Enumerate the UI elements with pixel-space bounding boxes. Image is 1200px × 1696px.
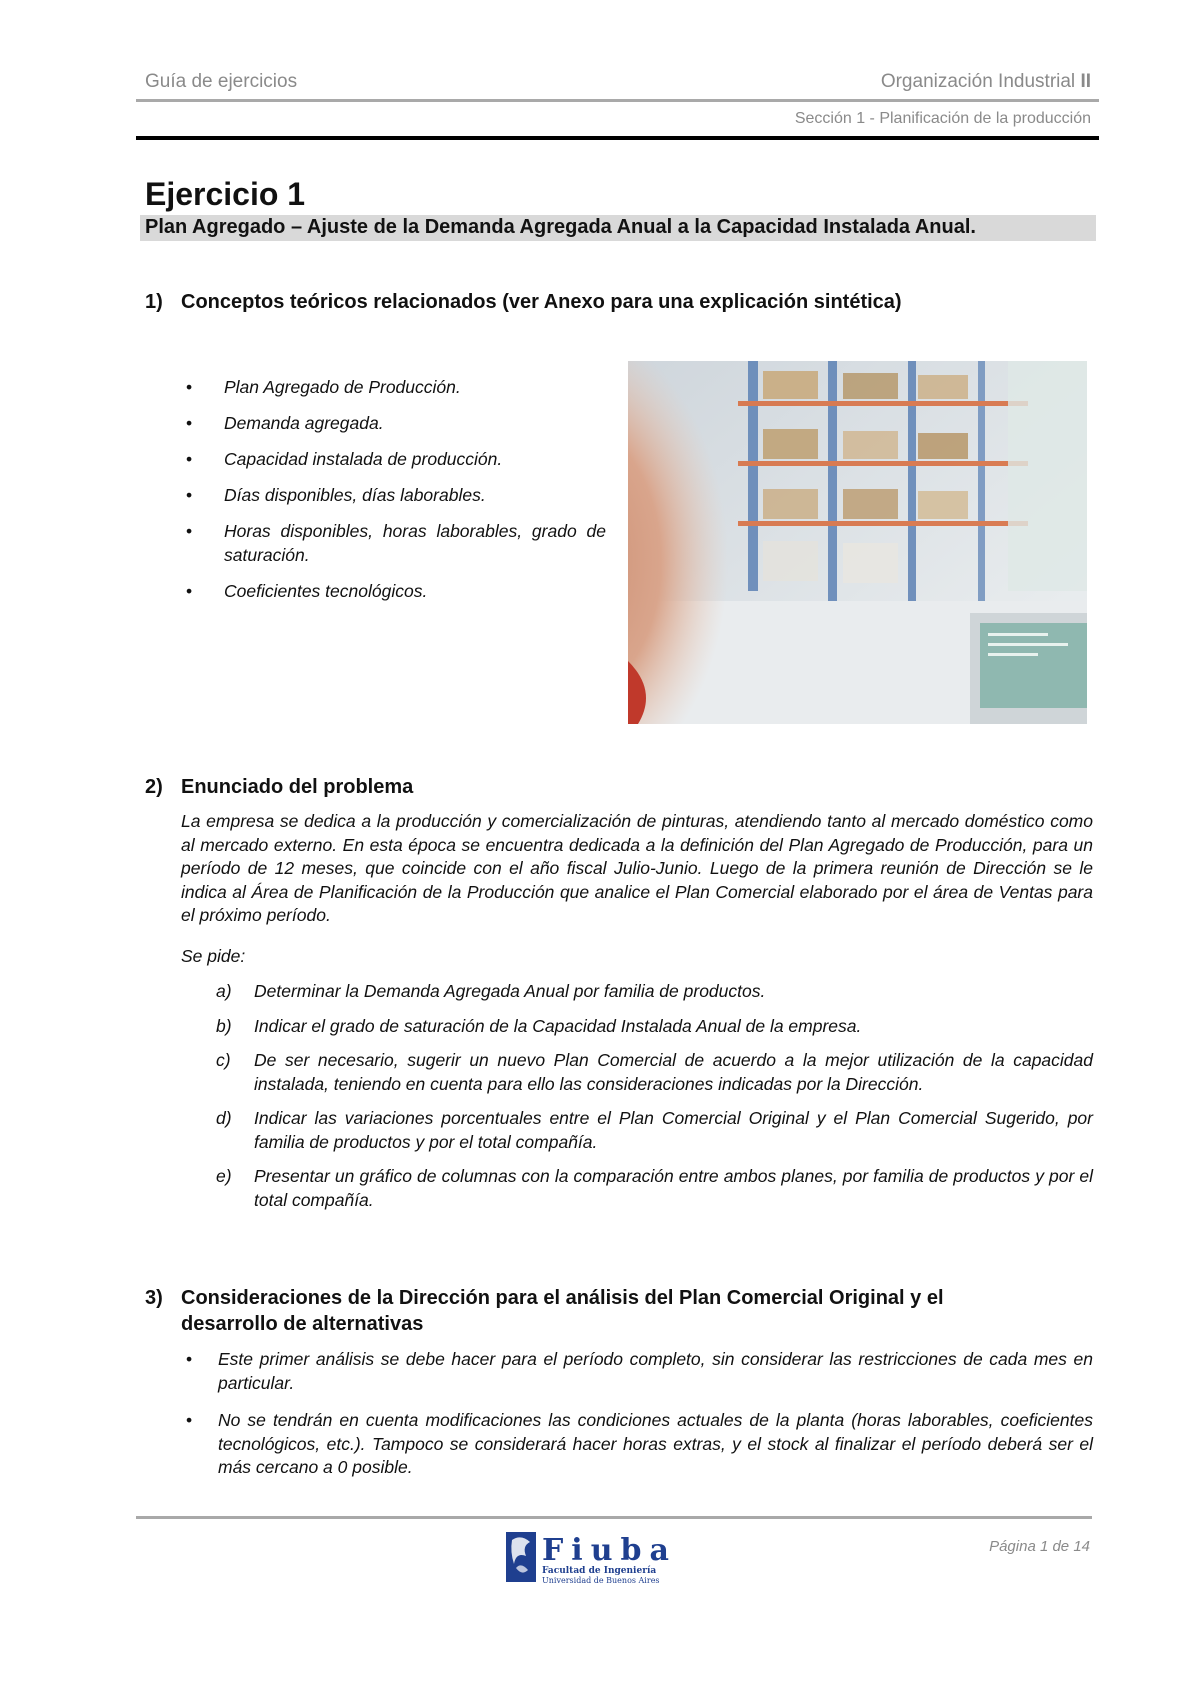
task-text: Determinar la Demanda Agregada Anual por familia de productos.: [254, 981, 766, 1001]
task-text: Indicar el grado de saturación de la Capacidad Instalada Anual de la empresa.: [254, 1015, 862, 1036]
list-item: [216, 1165, 1093, 1212]
section-1-number: 1): [145, 291, 163, 313]
problem-statement: La empresa se dedica a la producción y comercialización de pinturas, atendiendo tanto al mercado doméstico como al mercado externo. En esta época se encuentra dedicada a la definición del Plan Agregado de Producción, para un período de 12 meses, que coincide con el año fiscal Julio-Junio. Luego de la primera reunión de Dirección se le indica al Área de Planificación de la Producción que analice el Plan Comercial elaborado por el área de Ventas para el próximo período.: [181, 811, 1093, 925]
list-item: [216, 1015, 1093, 1039]
section-3-heading: [145, 1285, 1045, 1337]
section-1-title: Conceptos teóricos relacionados (ver Anexo para una explicación sintética): [181, 291, 902, 313]
task-marker: e): [216, 1166, 232, 1186]
task-marker: a): [216, 981, 232, 1001]
list-item: • Capacidad instalada de producción.: [186, 447, 606, 471]
header-divider: [136, 99, 1099, 102]
task-text: Indicar las variaciones porcentuales entre el Plan Comercial Original y el Plan Comercial Sugerido, por familia de productos y por el total compañía.: [254, 1108, 1093, 1152]
list-item: • Coeficientes tecnológicos.: [186, 579, 606, 603]
tasks-list: [216, 980, 1093, 1223]
header-left: Guía de ejercicios: [145, 71, 298, 92]
list-item: • Plan Agregado de Producción.: [186, 375, 606, 399]
logo-line-1: Facultad de Ingeniería: [542, 1566, 657, 1576]
task-marker: b): [216, 1015, 232, 1036]
section-2-number: 2): [145, 776, 163, 798]
section-3-number: 3): [145, 1287, 163, 1309]
list-item: • No se tendrán en cuenta modificaciones las condiciones actuales de la planta (horas laborables, coeficientes tecnológicos, etc.). Tampoco se considerará hacer horas extras, y el stock al finalizar el período deberá ser el más cercano a 0 posible.: [186, 1409, 1093, 1480]
footer-divider: [136, 1516, 1092, 1519]
list-item: [216, 980, 1093, 1004]
list-item: [216, 1107, 1093, 1154]
warehouse-photo: [628, 361, 1087, 724]
header-course: Organización Industrial: [880, 71, 1076, 92]
header-right: [881, 71, 1091, 93]
logo-name: Fiuba: [542, 1533, 677, 1568]
section-1-heading: [145, 291, 902, 314]
task-text: De ser necesario, sugerir un nuevo Plan Comercial de acuerdo a la mejor utilización de la capacidad instalada, teniendo en cuenta para ello las consideraciones indicadas por la Dirección.: [254, 1050, 1093, 1094]
section-2-heading: [145, 776, 413, 799]
concepts-list: [186, 375, 606, 615]
task-text: Presentar un gráfico de columnas con la comparación entre ambos planes, por familia de productos y por el total compañía.: [254, 1166, 1093, 1210]
page-subtitle: Plan Agregado – Ajuste de la Demanda Agregada Anual a la Capacidad Instalada Anual.: [145, 216, 976, 238]
logo-line-2: Universidad de Buenos Aires: [542, 1576, 660, 1585]
section-2-title: Enunciado del problema: [181, 776, 414, 798]
se-pide-label: Se pide:: [181, 946, 246, 966]
list-item: • Horas disponibles, horas laborables, grado de saturación.: [186, 519, 606, 567]
task-marker: d): [216, 1108, 232, 1128]
list-item: [216, 1049, 1093, 1096]
page-title: Ejercicio 1: [145, 176, 306, 212]
header-rule: [136, 136, 1099, 140]
fiuba-logo: [506, 1530, 686, 1586]
page-number: Página 1 de 14: [989, 1538, 1090, 1555]
header-course-roman: II: [1080, 71, 1091, 92]
considerations-list: [186, 1348, 1093, 1494]
task-marker: c): [216, 1050, 231, 1070]
list-item: • Este primer análisis se debe hacer para el período completo, sin considerar las restricciones de cada mes en particular.: [186, 1348, 1093, 1395]
list-item: • Demanda agregada.: [186, 411, 606, 435]
header-section: Sección 1 - Planificación de la producción: [794, 110, 1091, 127]
list-item: • Días disponibles, días laborables.: [186, 483, 606, 507]
section-3-title: Consideraciones de la Dirección para el análisis del Plan Comercial Original y el desarrollo de alternativas: [181, 1287, 944, 1335]
